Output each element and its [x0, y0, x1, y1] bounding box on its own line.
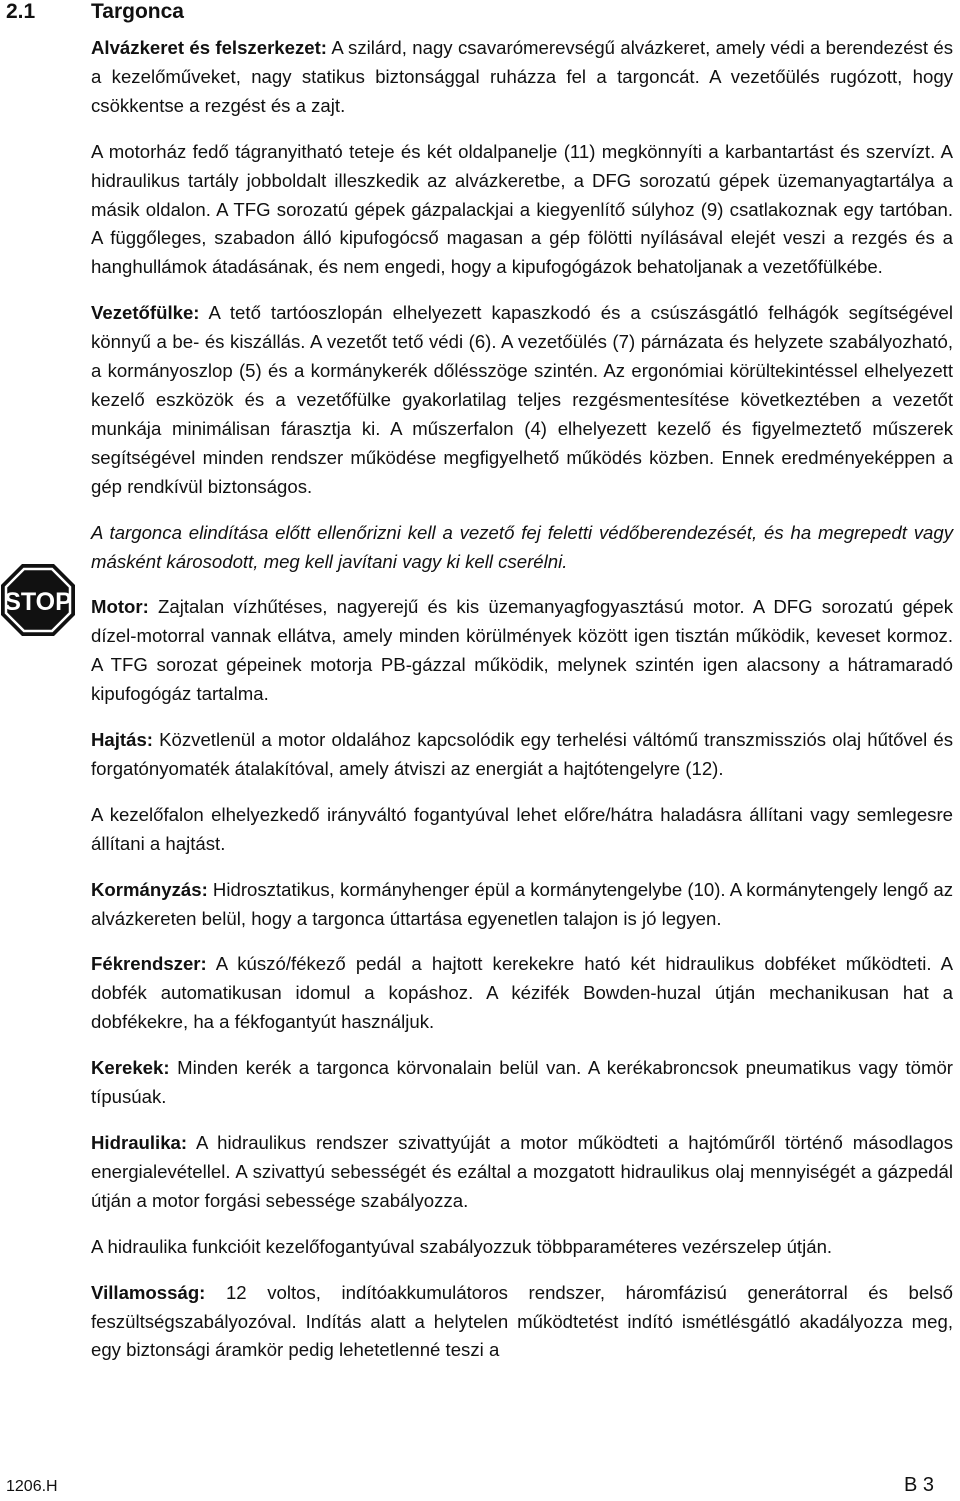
paragraph-text: A hidraulikus rendszer szivattyúját a motor működteti a hajtóműről történő másodlagos energialevétellel. A szivattyú sebességét és ezáltal a mozgatott hidraulikus olaj mennyiségét a gázpedál útján a motor forgási sebessége szabályozza. [91, 1132, 953, 1211]
stop-sign-text: STOP [4, 588, 72, 616]
paragraph-label: Motor: [91, 596, 149, 618]
paragraph-motorhaz [91, 138, 953, 283]
paragraph-label: Villamosság: [91, 1281, 206, 1303]
paragraph-text: A hidraulika funkcióit kezelőfogantyúval szabályozzuk többparaméteres vezérszelep útján. [91, 1235, 833, 1257]
paragraph-text: A motorház fedő tágranyitható teteje és két oldalpanelje (11) megkönnyíti a karbantartást és szervízt. A hidraulikus tartály jobboldalt illeszkedik az alvázkeretbe, a DFG sorozatú gépek üzemanyagtartálya a másik oldalon. A TFG sorozatú gépek gázpalackjai a kiegyenlítő súlyhoz (9) csatlakoznak egy tartóban. A függőleges, szabadon álló kipufogócső magasan a gép fölötti nyílásával elejét veszi a rezgés és a hanghullámok átadásának, és nem engedi, hogy a kipufogógázok behatoljanak a vezetőfülkébe. [91, 140, 953, 278]
section-number: 2.1 [6, 0, 36, 23]
paragraph-label: Fékrendszer: [91, 953, 207, 975]
paragraph-motor [91, 593, 953, 709]
stop-sign-icon [0, 563, 76, 637]
paragraph-text: A kezelőfalon elhelyezkedő irányváltó fogantyúval lehet előre/hátra haladásra állítani vagy semlegesre állítani a hajtást. [91, 803, 953, 854]
paragraph-label: Alvázkeret és felszerkezet: [91, 37, 328, 58]
paragraph-text: A tető tartóoszlopán elhelyezett kapaszkodó és a csúszásgátló felhágók segítségével könnyű a be- és kiszállás. A vezetőt tető védi (6). A vezetőülés (7) párnázata és helyzete szabályozható, a kormányoszlop (5) és a kormánykerék dőlésszöge szintén. Az ergonómiai körültekintéssel elhelyezett kezelő eszközök és a vezetőfülke gyakorlatilag teljes rezgésmentesítése következtében a vezetőt munkája minimálisan fárasztja ki. A műszerfalon (4) elhelyezett kezelő és figyelmeztető műszerek segítségével minden rendszer működése megfigyelhető működés közben. Ennek eredményeképpen a gép rendkívül biztonságos. [91, 302, 953, 497]
paragraph-label: Kormányzás: [91, 878, 208, 900]
paragraph-label: Hajtás: [91, 729, 154, 751]
paragraph-text: A kúszó/fékező pedál a hajtott kerekekre ható két hidraulikus dobféket működteti. A dobfék automatikusan idomul a kopáshoz. A kézifék Bowden-huzal útján mechanikusan hat a dobfékekre, ha a fékfogantyút használjuk. [91, 953, 953, 1033]
paragraph-kormanyzas [91, 876, 953, 934]
paragraph-text: Közvetlenül a motor oldalához kapcsolódik egy terhelési váltómű transzmissziós olaj hűtővel és forgatónyomaték átalakítóval, amely átviszi az energiát a hajtótengelyre (12). [91, 729, 953, 779]
warning-paragraph [91, 519, 953, 577]
paragraph-vezetofulke [91, 299, 953, 501]
paragraph-alvazkeret [91, 34, 953, 121]
paragraph-villamossag [91, 1279, 953, 1366]
footer-document-code: 1206.H [6, 1478, 58, 1495]
paragraph-text: Zajtalan vízhűtéses, nagyerejű és kis üzemanyagfogyasztású motor. A DFG sorozatú gépek dízel-motorral vannak ellátva, amely minden körülmények között igen tisztán működik, keveset kormoz. A TFG sorozat gépeinek motorja PB-gázzal működik, melynek szintén igen alacsony a hátramaradó kipufogógáz tartalma. [91, 596, 953, 705]
footer-page-number: B 3 [903, 1474, 934, 1496]
paragraph-kerekek [91, 1054, 953, 1112]
paragraph-text: 12 voltos, indítóakkumulátoros rendszer, háromfázisú generátorral és belső feszültségszabályozóval. Indítás alatt a helytelen működtetést indító ismétlésgátló akadályozza meg, egy biztonsági áramkör pedig lehetetlenné teszi a [91, 1281, 953, 1361]
paragraph-hidraulika [91, 1129, 953, 1216]
paragraph-fekrendszer [91, 950, 953, 1037]
paragraph-kezelofalon [91, 801, 953, 859]
paragraph-label: Kerekek: [91, 1057, 170, 1079]
paragraph-label: Hidraulika: [91, 1132, 188, 1153]
paragraph-text: Minden kerék a targonca körvonalain belül van. A kerékabroncsok pneumatikus vagy tömör típusúak. [91, 1057, 953, 1108]
paragraph-hajtas [91, 726, 953, 784]
section-title: Targonca [91, 0, 184, 23]
paragraph-text: A szilárd, nagy csavarómerevségű alvázkeret, amely védi a berendezést és a kezelőműveket, nagy statikus biztonsággal ruházza fel a targoncát. A vezetőülés rugózott, hogy csökkentse a rezgést és a zajt. [91, 37, 954, 116]
paragraph-funkcioit [91, 1233, 953, 1262]
paragraph-text: Hidrosztatikus, kormányhenger épül a kormánytengelybe (10). A kormánytengely lengő az alvázkereten belül, hogy a targonca úttartása egyenetlen talajon is jó legyen. [91, 878, 953, 929]
section-header [0, 0, 960, 28]
document-body [91, 34, 953, 1382]
paragraph-label: Vezetőfülke: [91, 302, 200, 324]
warning-text: A targonca elindítása előtt ellenőrizni kell a vezető fej feletti védőberendezését, és ha megrepedt vagy másként károsodott, meg kell javítani vagy ki kell cserélni. [91, 521, 953, 572]
